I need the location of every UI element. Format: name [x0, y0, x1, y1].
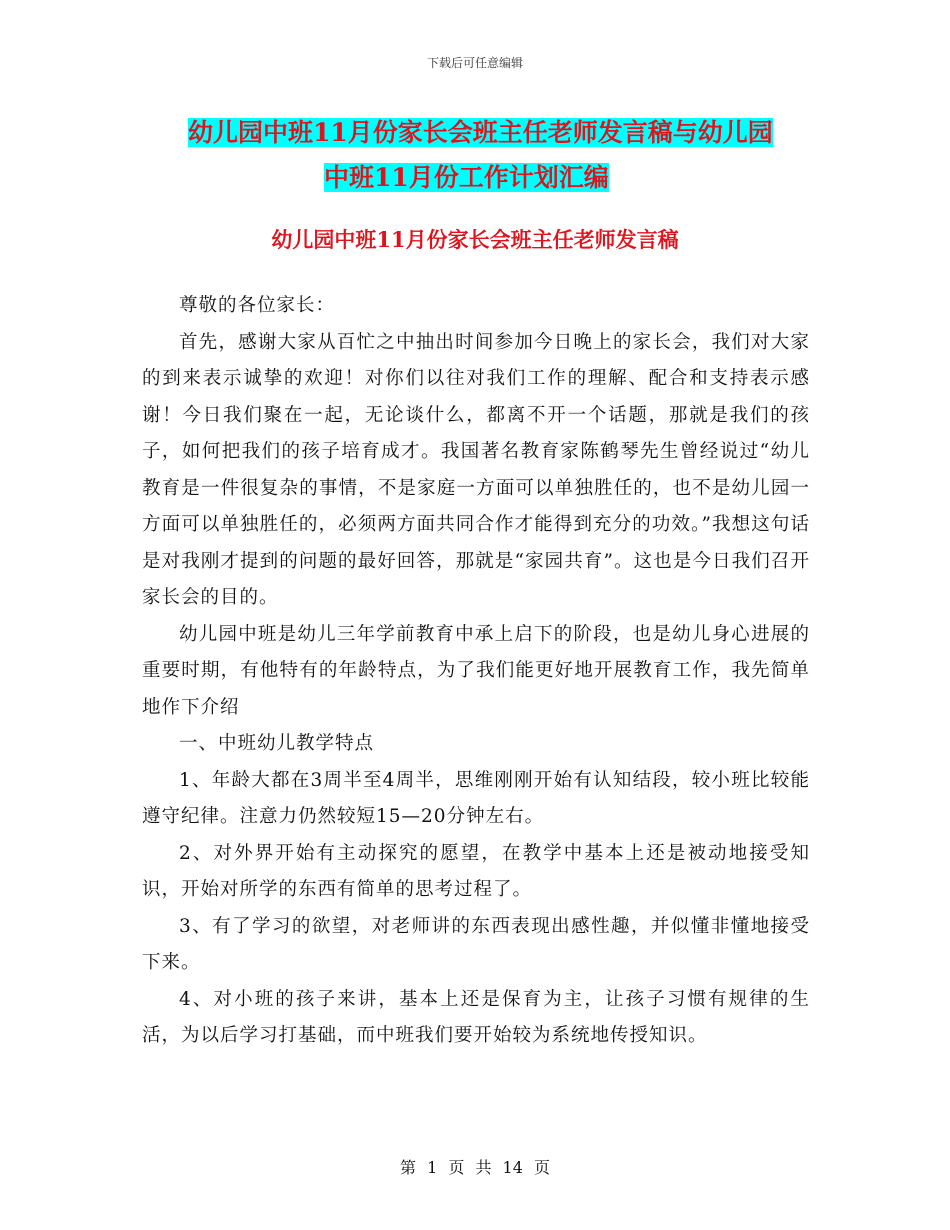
list-item: 4、对小班的孩子来讲，基本上还是保育为主，让孩子习惯有规律的生活，为以后学习打基础，而中班我们要开始较为系统地传授知识。 — [142, 988, 810, 1046]
salutation: 尊敬的各位家长： — [179, 295, 336, 316]
subheading: 一、中班幼儿教学特点 — [179, 733, 375, 754]
section-title: 幼儿园中班11月份家长会班主任老师发言稿 — [271, 227, 679, 252]
list-item: 1、年龄大都在3周半至4周半，思维刚刚开始有认知结段，较小班比较能遵守纪律。注意力仍然较短15—20分钟左右。 — [142, 769, 810, 827]
title-highlight-1: 幼儿园中班11月份家长会班主任老师发言稿与幼儿园 — [188, 118, 773, 147]
document-title — [180, 110, 820, 200]
page-footer: 第 1 页 共 14 页 — [400, 1158, 550, 1177]
paragraph: 幼儿园中班是幼儿三年学前教育中承上启下的阶段，也是幼儿身心进展的重要时期，有他特有的年龄特点，为了我们能更好地开展教育工作，我先简单地作下介绍 — [142, 623, 810, 718]
title-highlight-2: 中班11月份工作计划汇编 — [324, 163, 609, 192]
document-title-line1 — [180, 110, 820, 155]
paragraph: 首先，感谢大家从百忙之中抽出时间参加今日晚上的家长会，我们对大家的到来表示诚挚的欢迎！对你们以往对我们工作的理解、配合和支持表示感谢！今日我们聚在一起，无论谈什么，都离不开一个话题，那就是我们的孩子，如何把我们的孩子培育成才。我国著名教育家陈鹤琴先生曾经说过“幼儿教育是一件很复杂的事情，不是家庭一方面可以单独胜任的，也不是幼儿园一方面可以单独胜任的，必须两方面共同合作才能得到充分的功效。”我想这句话是对我刚才提到的问题的最好回答，那就是“家园共育”。这也是今日我们召开家长会的目的。 — [142, 331, 810, 608]
list-item: 3、有了学习的欲望，对老师讲的东西表现出感性趣，并似懂非懂地接受下来。 — [142, 915, 810, 973]
document-title-line2 — [180, 155, 820, 200]
header-note: 下载后可任意编辑 — [426, 56, 523, 70]
list-item: 2、对外界开始有主动探究的愿望，在教学中基本上还是被动地接受知识，开始对所学的东西有简单的思考过程了。 — [142, 842, 810, 900]
body-text — [142, 288, 810, 1055]
